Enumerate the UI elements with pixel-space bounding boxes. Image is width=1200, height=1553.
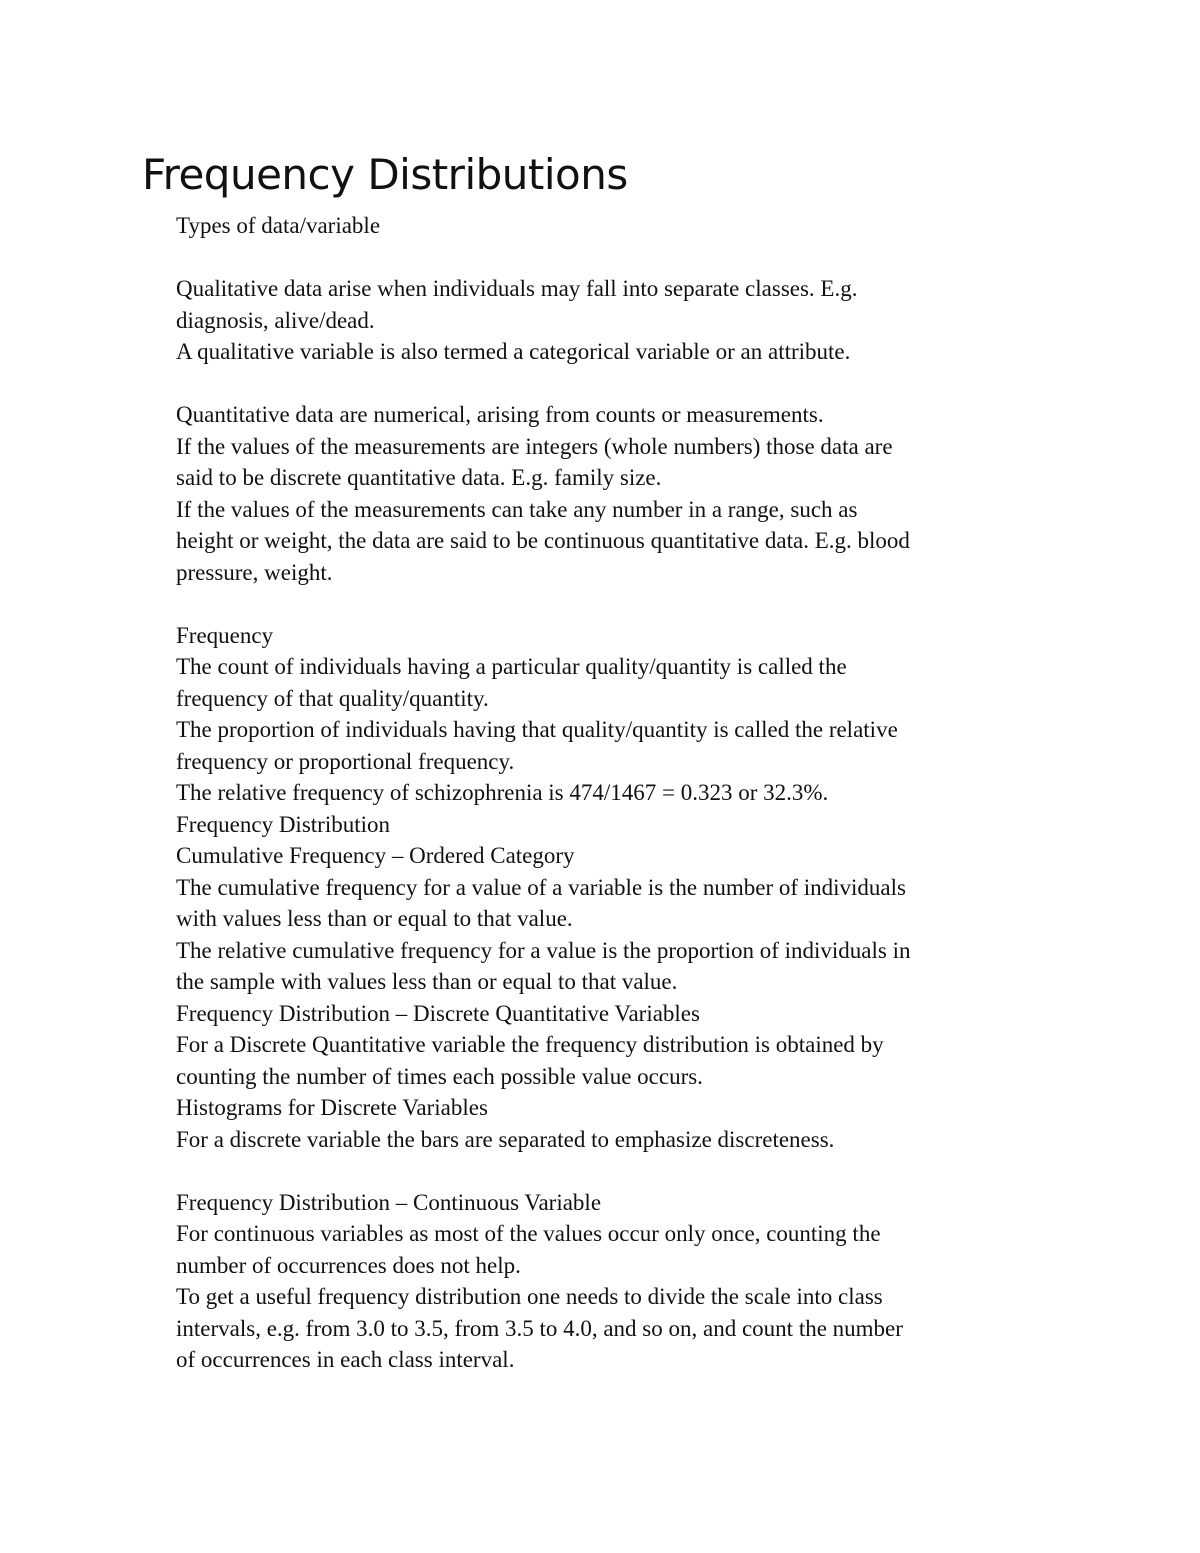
text-line: For continuous variables as most of the values occur only once, counting the [176,1221,881,1246]
blank-line [176,368,1076,400]
text-line: The relative frequency of schizophrenia is 474/1467 = 0.323 or 32.3%. [176,780,829,805]
text-line: pressure, weight. [176,559,333,585]
text-line: Histograms for Discrete Variables [176,1095,488,1120]
text-line: The proportion of individuals having that quality/quantity is called the relative [176,717,898,742]
text-line: Types of data/variable [176,213,381,238]
text-line: For a discrete variable the bars are separated to emphasize discreteness. [176,1126,835,1152]
text-line: Quantitative data are numerical, arising from counts or measurements. [176,402,824,427]
text-line: of occurrences in each class interval. [176,1347,515,1372]
text-line: frequency of that quality/quantity. [176,685,489,711]
text-line: Frequency Distribution – Discrete Quantitative Variables [176,1000,700,1026]
text-line: the sample with values less than or equal to that value. [176,969,678,994]
text-line: If the values of the measurements are integers (whole numbers) those data are [176,433,893,459]
body-text [176,210,1076,1376]
text-line: Frequency [176,622,274,648]
text-line: diagnosis, alive/dead. [176,307,375,333]
text-line: number of occurrences does not help. [176,1252,521,1278]
text-line: Cumulative Frequency – Ordered Category [176,843,575,868]
text-line: The relative cumulative frequency for a value is the proportion of individuals in [176,937,911,963]
text-line: intervals, e.g. from 3.0 to 3.5, from 3.5 to 4.0, and so on, and count the number [176,1315,903,1341]
text-line: Qualitative data arise when individuals may fall into separate classes. E.g. [176,276,858,301]
text-line: If the values of the measurements can take any number in a range, such as [176,496,858,522]
text-line: Frequency Distribution – Continuous Variable [176,1189,602,1215]
text-line: counting the number of times each possible value occurs. [176,1063,703,1089]
text-line: said to be discrete quantitative data. E.g. family size. [176,465,662,490]
text-line: with values less than or equal to that value. [176,906,573,931]
page-title: Frequency Distributions [142,150,628,199]
text-line: For a Discrete Quantitative variable the frequency distribution is obtained by [176,1032,884,1057]
blank-line [176,242,1076,274]
text-line: Frequency Distribution [176,811,390,837]
text-line: The count of individuals having a particular quality/quantity is called the [176,654,847,679]
text-line: A qualitative variable is also termed a categorical variable or an attribute. [176,339,851,364]
blank-line [176,1155,1076,1187]
blank-line [176,588,1076,620]
text-line: height or weight, the data are said to be continuous quantitative data. E.g. blood [176,528,910,553]
text-line: frequency or proportional frequency. [176,748,515,774]
text-line: To get a useful frequency distribution one needs to divide the scale into class [176,1284,883,1309]
text-line: The cumulative frequency for a value of a variable is the number of individuals [176,874,906,900]
